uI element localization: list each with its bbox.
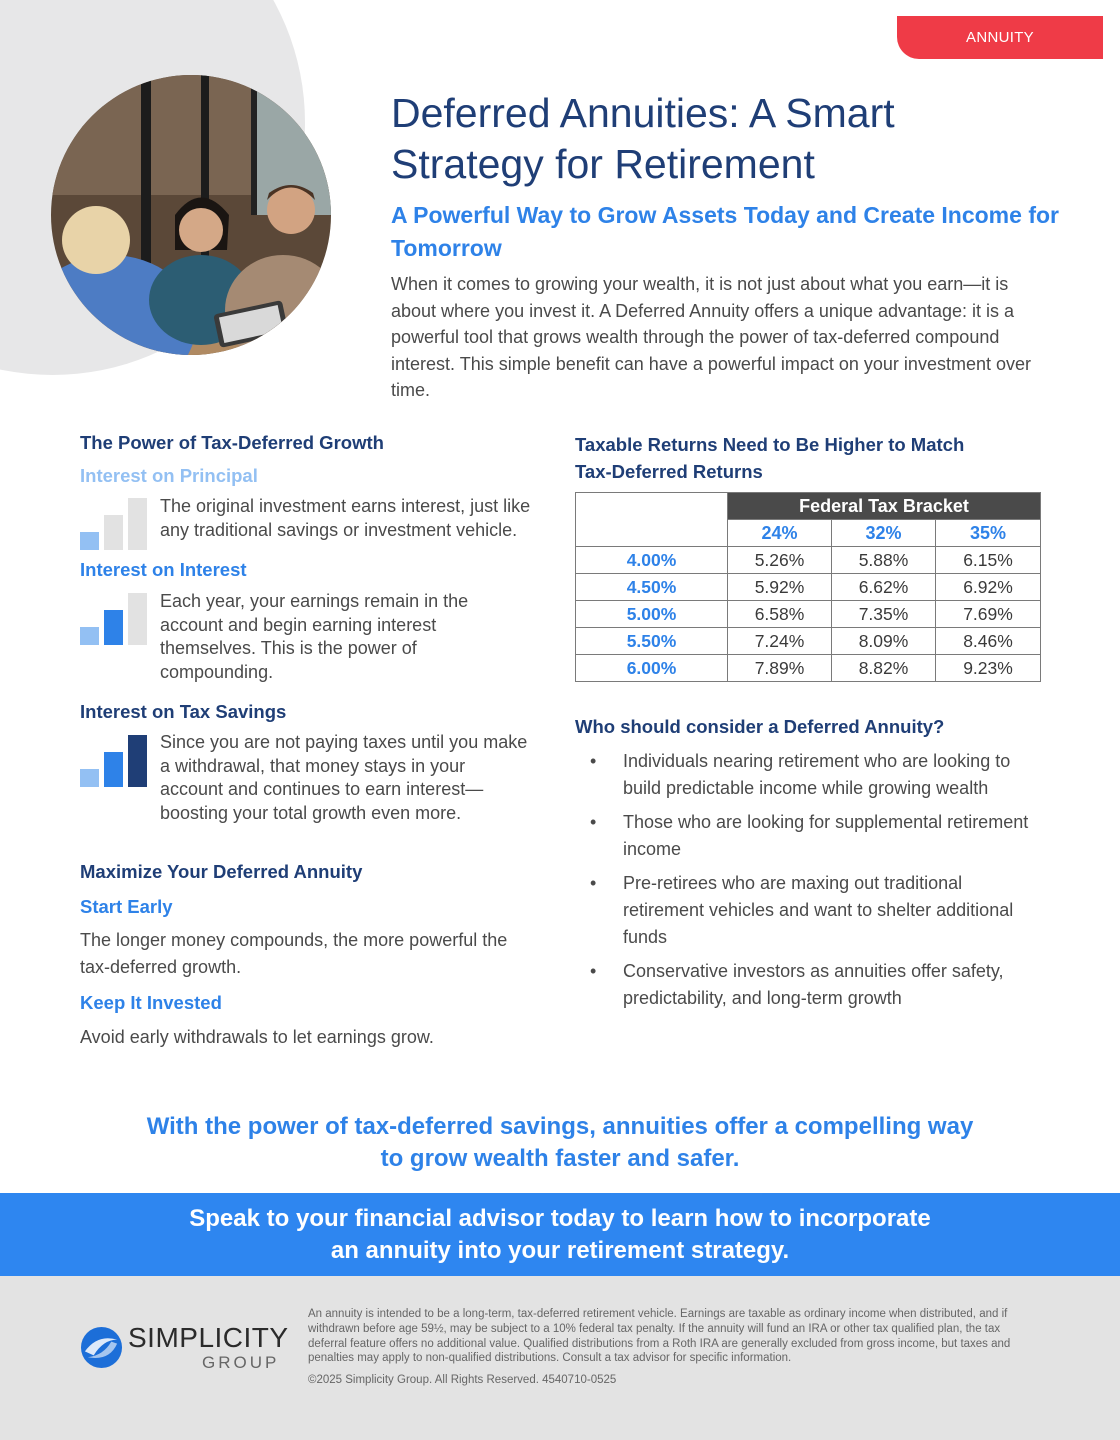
table-cell: 6.58% xyxy=(728,601,832,628)
list-item-text: Individuals nearing retirement who are looking to build predictable income while growing wealth xyxy=(623,751,1011,798)
bar-chart-icon-tax-savings xyxy=(80,735,150,787)
column-header: 24% xyxy=(728,520,832,547)
cta-text xyxy=(120,1203,1000,1267)
start-early-text: The longer money compounds, the more powerful the tax-deferred growth. xyxy=(80,930,508,977)
table-cell: 5.26% xyxy=(728,547,832,574)
principal-title: Interest on Principal xyxy=(80,465,258,486)
table-cell: 8.82% xyxy=(832,655,936,682)
row-label: 5.50% xyxy=(576,628,728,655)
intro-paragraph: When it comes to growing your wealth, it is not just about what you earn—it is about where you invest it. A Deferred Annuity offers a unique advantage: it is a powerful tool that grows wealth through the power of tax-deferred compound interest. This simple benefit can have a powerful impact on your investment over time. xyxy=(391,274,1031,400)
page-subtitle: A Powerful Way to Grow Assets Today and Create Income for Tomorrow xyxy=(391,202,1059,261)
row-label: 6.00% xyxy=(576,655,728,682)
table-title: Taxable Returns Need to Be Higher to Match Tax-Deferred Returns xyxy=(575,434,965,482)
table-cell: 7.24% xyxy=(728,628,832,655)
interest-title: Interest on Interest xyxy=(80,559,247,580)
page-title: Deferred Annuities: A Smart Strategy for Retirement xyxy=(391,90,895,187)
tax-bracket-table xyxy=(575,492,1041,682)
principal-text: The original investment earns interest, just like any traditional savings or investment vehicle. xyxy=(160,496,531,540)
closing-line-1: With the power of tax-deferred savings, annuities offer a compelling way xyxy=(146,1113,974,1140)
table-cell: 5.88% xyxy=(832,547,936,574)
table-row xyxy=(576,628,1041,655)
column-header: 35% xyxy=(936,520,1041,547)
closing-line-2: to grow wealth faster and safer. xyxy=(380,1145,740,1172)
growth-heading: The Power of Tax-Deferred Growth xyxy=(80,432,384,453)
bar-chart-icon-interest xyxy=(80,593,150,645)
logo-swirl-icon xyxy=(80,1326,123,1369)
table-row xyxy=(576,655,1041,682)
table-cell: 6.92% xyxy=(936,574,1041,601)
cta-line-2: an annuity into your retirement strategy. xyxy=(330,1237,790,1264)
table-band-header: Federal Tax Bracket xyxy=(728,493,1041,520)
list-item xyxy=(575,748,1045,802)
table-cell: 8.46% xyxy=(936,628,1041,655)
cta-line-1: Speak to your financial advisor today to learn how to incorporate xyxy=(189,1205,931,1232)
row-label: 4.00% xyxy=(576,547,728,574)
category-tag: ANNUITY xyxy=(897,16,1103,59)
maximize-heading: Maximize Your Deferred Annuity xyxy=(80,861,363,882)
tax-savings-text: Since you are not paying taxes until you make a withdrawal, that money stays in your account and continues to earn interest—boosting your total growth even more. xyxy=(160,732,528,823)
bar-chart-icon-principal xyxy=(80,498,150,550)
table-row xyxy=(576,601,1041,628)
interest-text: Each year, your earnings remain in the account and begin earning interest themselves. This is the power of compounding. xyxy=(160,591,469,682)
start-early-title: Start Early xyxy=(80,896,173,917)
list-item xyxy=(575,958,1045,1012)
disclaimer: An annuity is intended to be a long-term, tax-deferred retirement vehicle. Earnings are taxable as ordinary income when distributed, and if withdrawn before age 59½, may be subject to a 10% federal tax penalty. If the annuity will fund an IRA or other tax qualified plan, the tax deferral feature offers no additional value. Qualified distributions from a Roth IRA are generally excluded from gross income, but taxes and penalties may apply to non-qualified distributions. Consult a tax advisor for specific information. xyxy=(308,1308,1011,1365)
logo-sub: GROUP xyxy=(202,1353,280,1372)
table-cell: 5.92% xyxy=(728,574,832,601)
table-cell: 7.69% xyxy=(936,601,1041,628)
list-item xyxy=(575,809,1045,863)
row-label: 5.00% xyxy=(576,601,728,628)
table-cell: 7.89% xyxy=(728,655,832,682)
closing-statement xyxy=(120,1111,1000,1175)
who-heading: Who should consider a Deferred Annuity? xyxy=(575,716,945,737)
table-row xyxy=(576,574,1041,601)
table-cell: 9.23% xyxy=(936,655,1041,682)
bullet: • xyxy=(590,873,597,893)
who-list xyxy=(575,748,1045,1019)
keep-invested-title: Keep It Invested xyxy=(80,992,222,1013)
list-item-text: Those who are looking for supplemental retirement income xyxy=(623,812,1029,859)
copyright: ©2025 Simplicity Group. All Rights Reserved. 4540710-0525 xyxy=(308,1374,617,1386)
tax-savings-title: Interest on Tax Savings xyxy=(80,701,287,722)
column-header: 32% xyxy=(832,520,936,547)
keep-invested-text: Avoid early withdrawals to let earnings grow. xyxy=(80,1027,434,1047)
table-row xyxy=(576,547,1041,574)
logo-name: SIMPLICITY xyxy=(128,1322,289,1353)
list-item-text: Conservative investors as annuities offer safety, predictability, and long-term growth xyxy=(623,961,1004,1008)
list-item-text: Pre-retirees who are maxing out traditional retirement vehicles and want to shelter additional funds xyxy=(623,873,1014,947)
table-cell: 6.62% xyxy=(832,574,936,601)
hero-photo xyxy=(51,75,331,355)
row-label: 4.50% xyxy=(576,574,728,601)
list-item xyxy=(575,870,1045,951)
bullet: • xyxy=(590,812,597,832)
company-logo xyxy=(80,1322,289,1372)
bullet: • xyxy=(590,961,597,981)
table-cell: 8.09% xyxy=(832,628,936,655)
table-corner-cell xyxy=(576,493,728,547)
table-cell: 6.15% xyxy=(936,547,1041,574)
bullet: • xyxy=(590,751,597,771)
table-cell: 7.35% xyxy=(832,601,936,628)
